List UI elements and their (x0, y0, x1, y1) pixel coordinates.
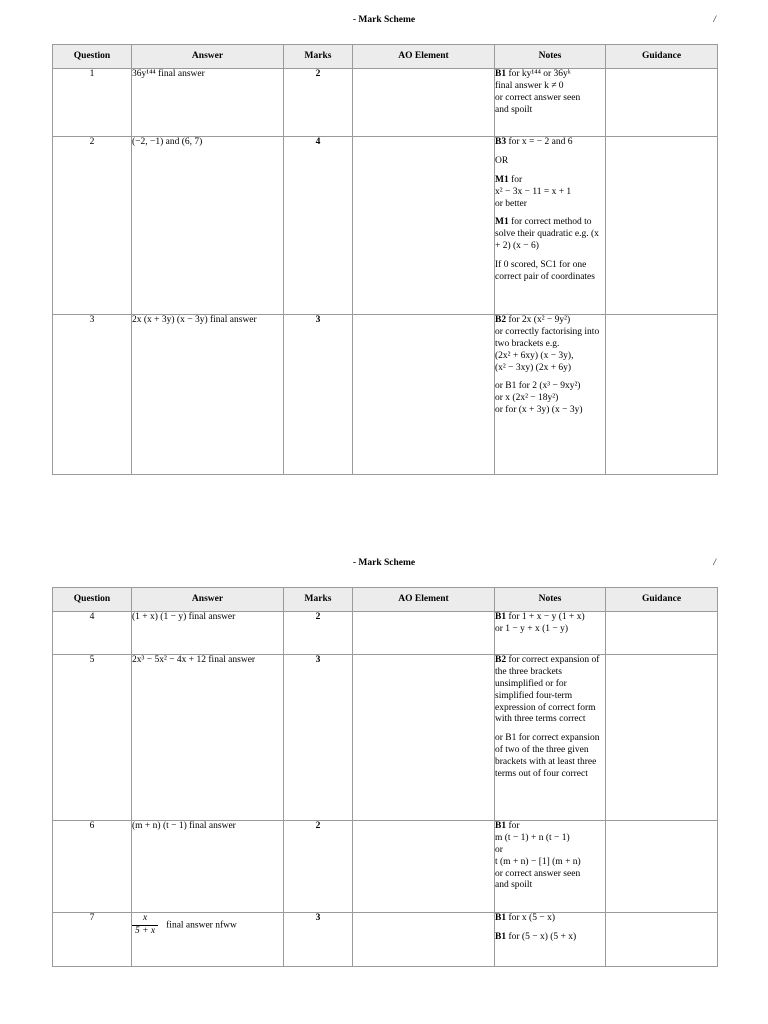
header-ao-element: AO Element (353, 45, 495, 69)
table-row (53, 69, 718, 137)
question-number: 5 (53, 655, 132, 821)
table-row (53, 655, 718, 821)
answer-cell: (1 + x) (1 − y) final answer (132, 612, 284, 655)
question-number: 2 (53, 137, 132, 315)
guidance-cell (606, 655, 718, 821)
mark-scheme-table-2 (52, 587, 718, 967)
guidance-cell (606, 913, 718, 967)
header-ao-element: AO Element (353, 588, 495, 612)
guidance-cell (606, 315, 718, 475)
guidance-cell (606, 821, 718, 913)
answer-cell: (m + n) (t − 1) final answer (132, 821, 284, 913)
table-row (53, 612, 718, 655)
notes-cell: B1 for m (t − 1) + n (t − 1) or t (m + n) − [1] (m + n) or correct answer seen and spoilt (495, 821, 606, 913)
header-marks: Marks (284, 588, 353, 612)
guidance-cell (606, 69, 718, 137)
question-number: 4 (53, 612, 132, 655)
notes-cell: B1 for ky¹⁴⁴ or 36yᵏ final answer k ≠ 0 or correct answer seen and spoilt (495, 69, 606, 137)
ao-element-cell (353, 913, 495, 967)
answer-cell: (−2, −1) and (6, 7) (132, 137, 284, 315)
page-title-1: - Mark Scheme (352, 15, 416, 25)
question-number: 7 (53, 913, 132, 967)
mark-scheme-table-1 (52, 44, 718, 475)
table-row (53, 913, 718, 967)
ao-element-cell (353, 655, 495, 821)
marks-cell: 4 (284, 137, 353, 315)
question-number: 6 (53, 821, 132, 913)
header-notes: Notes (495, 45, 606, 69)
page-mark-2: / (713, 558, 716, 568)
guidance-cell (606, 137, 718, 315)
marks-cell: 2 (284, 69, 353, 137)
table-row (53, 315, 718, 475)
ao-element-cell (353, 612, 495, 655)
guidance-cell (606, 612, 718, 655)
marks-cell: 3 (284, 655, 353, 821)
page-header-1 (52, 15, 716, 29)
ao-element-cell (353, 69, 495, 137)
table-row (53, 137, 718, 315)
notes-cell: B1 for 1 + x − y (1 + x) or 1 − y + x (1 − y) (495, 612, 606, 655)
ao-element-cell (353, 315, 495, 475)
header-guidance: Guidance (606, 45, 718, 69)
marks-cell: 2 (284, 612, 353, 655)
marks-cell: 3 (284, 913, 353, 967)
table-row (53, 821, 718, 913)
header-question: Question (53, 588, 132, 612)
marks-cell: 3 (284, 315, 353, 475)
notes-cell: B2 for 2x (x² − 9y²) or correctly factorising into two brackets e.g. (2x² + 6xy) (x − 3y), (x² − 3xy) (2x + 6y) or B1 for 2 (x³ − 9xy²) or x (2x² − 18y²) or for (x + 3y) (x − 3y) (495, 315, 606, 475)
answer-fraction: $\frac{x}{5 + x}$ (132, 913, 158, 938)
table-header-row (53, 588, 718, 612)
answer-cell: 2x³ − 5x² − 4x + 12 final answer (132, 655, 284, 821)
header-guidance: Guidance (606, 588, 718, 612)
table-header-row (53, 45, 718, 69)
question-number: 3 (53, 315, 132, 475)
header-question: Question (53, 45, 132, 69)
notes-cell: B2 for correct expansion of the three brackets unsimplified or for simplified four-term expression of correct form with three terms correct or B1 for correct expansion of two of the three given brackets with at least three terms out of four correct (495, 655, 606, 821)
answer-cell: 2x (x + 3y) (x − 3y) final answer (132, 315, 284, 475)
header-answer: Answer (132, 588, 284, 612)
notes-cell: B1 for x (5 − x) B1 for (5 − x) (5 + x) (495, 913, 606, 967)
ao-element-cell (353, 137, 495, 315)
notes-cell: B3 for x = − 2 and 6 OR M1 for x² − 3x − 11 = x + 1 or better M1 for correct method to solve their quadratic e.g. (x + 2) (x − 6) If 0 scored, SC1 for one correct pair of coordinates (495, 137, 606, 315)
page-title-2: - Mark Scheme (352, 558, 416, 568)
answer-cell: $\frac{x}{5 + x}$ final answer nfww (132, 913, 284, 967)
ao-element-cell (353, 821, 495, 913)
header-notes: Notes (495, 588, 606, 612)
answer-cell: 36y¹⁴⁴ final answer (132, 69, 284, 137)
header-marks: Marks (284, 45, 353, 69)
header-answer: Answer (132, 45, 284, 69)
question-number: 1 (53, 69, 132, 137)
page-header-2 (52, 558, 716, 572)
page-mark-1: / (713, 15, 716, 25)
marks-cell: 2 (284, 821, 353, 913)
